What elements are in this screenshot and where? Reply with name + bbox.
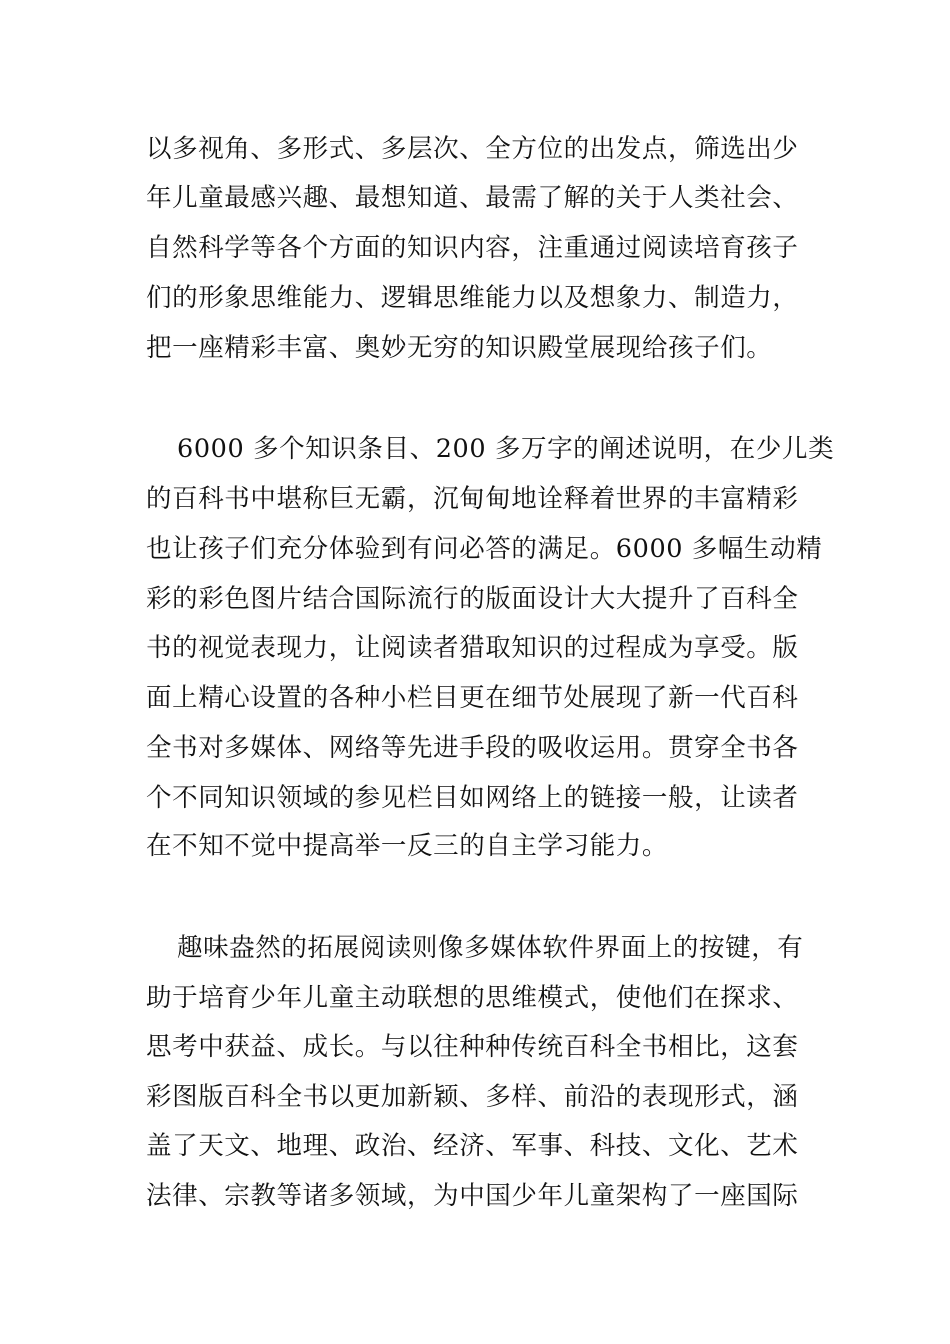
paragraph-3-line-3: 思考中获益、成长。与以往种种传统百科全书相比，这套 [146, 1032, 799, 1062]
paragraph-2-line-4: 彩的彩色图片结合国际流行的版面设计大大提升了百科全 [146, 584, 799, 614]
paragraph-3-line-6: 法律、宗教等诸多领域，为中国少年儿童架构了一座国际 [146, 1181, 799, 1211]
paragraph-3-line-4: 彩图版百科全书以更加新颖、多样、前沿的表现形式，涵 [146, 1082, 799, 1112]
paragraph-1-line-2: 年儿童最感兴趣、最想知道、最需了解的关于人类社会、 [146, 183, 799, 213]
paragraph-2-line-9: 在不知不觉中提高举一反三的自主学习能力。 [146, 831, 669, 861]
paragraph-3-line-5: 盖了天文、地理、政治、经济、军事、科技、文化、艺术 [146, 1131, 799, 1161]
paragraph-1-line-1: 以多视角、多形式、多层次、全方位的出发点，筛选出少 [146, 134, 799, 164]
paragraph-2-line-6: 面上精心设置的各种小栏目更在细节处展现了新一代百科 [146, 683, 799, 713]
paragraph-1-line-4: 们的形象思维能力、逻辑思维能力以及想象力、制造力， [146, 283, 799, 313]
paragraph-2-line-5: 书的视觉表现力，让阅读者猎取知识的过程成为享受。版 [146, 633, 799, 663]
paragraph-2-line-8: 个不同知识领域的参见栏目如网络上的链接一般，让读者 [146, 783, 799, 813]
paragraph-1-line-5: 把一座精彩丰富、奥妙无穷的知识殿堂展现给孩子们。 [146, 333, 773, 363]
paragraph-2-line-1: 6000 多个知识条目、200 多万字的阐述说明，在少儿类 [177, 434, 835, 464]
paragraph-2-line-7: 全书对多媒体、网络等先进手段的吸收运用。贯穿全书各 [146, 733, 799, 763]
paragraph-3-line-1: 趣味盎然的拓展阅读则像多媒体软件界面上的按键，有 [177, 933, 804, 963]
paragraph-3-line-2: 助于培育少年儿童主动联想的思维模式，使他们在探求、 [146, 983, 799, 1013]
paragraph-1-line-3: 自然科学等各个方面的知识内容，注重通过阅读培育孩子 [146, 233, 799, 263]
paragraph-2-line-2: 的百科书中堪称巨无霸，沉甸甸地诠释着世界的丰富精彩 [146, 484, 799, 514]
paragraph-2-line-3: 也让孩子们充分体验到有问必答的满足。6000 多幅生动精 [146, 534, 823, 564]
